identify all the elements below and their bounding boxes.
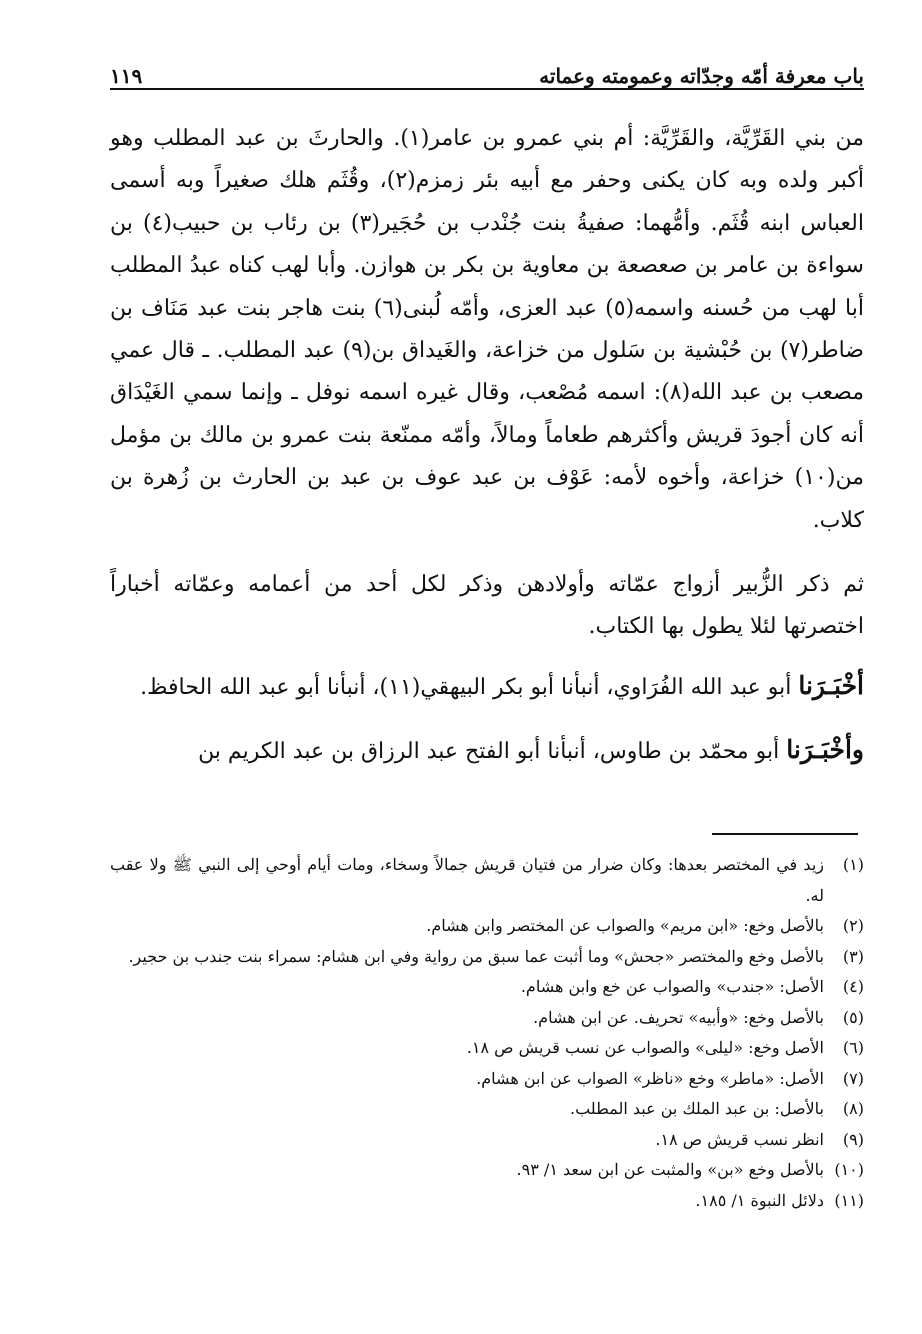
footnote-number: (٣): [842, 946, 864, 966]
footnote-number: (٢): [842, 916, 864, 935]
footnote-text: بالأصل وخع: «ابن مريم» والصواب عن المختصر وابن هشام.: [426, 916, 824, 935]
footnote-separator: [712, 833, 858, 835]
footnote-text: الأصل: «جندب» والصواب عن خع وابن هشام.: [520, 977, 824, 996]
footnote: [110, 1003, 864, 1034]
chapter-title: باب معرفة أمّه وجدّاته وعمومته وعماته: [539, 64, 864, 88]
footnote-text: الأصل: «ماطر» وخع «ناظر» الصواب عن ابن هشام.: [476, 1068, 824, 1088]
footnote-number: (٦): [842, 1038, 864, 1057]
footnote-number: (٨): [842, 1099, 864, 1118]
paragraph-isnad-1: [110, 665, 864, 709]
paragraph-lineage: [110, 118, 864, 542]
footnote-number: (٤): [842, 977, 864, 996]
page-number: ١١٩: [110, 64, 143, 88]
running-header: [110, 52, 864, 88]
paragraph-text: أبو عبد الله الفُرَاوي، أنبأنا أبو بكر البيهقي(١١)، أنبأنا أبو عبد الله الحافظ.: [140, 674, 799, 700]
footnote-number: (١٠): [834, 1160, 864, 1179]
paragraph-text: ثم ذكر الزُّبير أزواج عمّاته وأولادهن وذكر لكل أحد من أعمامه وعمّاته أخباراً اختصرتها لئلا يطول بها الكتاب.: [110, 572, 864, 640]
footnote-number: (٧): [842, 1068, 864, 1088]
narration-keyword: أخْبَـرَنا: [798, 670, 864, 700]
footnotes: [110, 850, 864, 1216]
footnote: [110, 1155, 864, 1186]
main-text: [110, 118, 864, 774]
footnote: [110, 911, 864, 942]
paragraph-isnad-2: [110, 729, 864, 773]
footnote-text: زيد في المختصر بعدها: وكان ضرار من فتيان قريش جمالاً وسخاء، ومات أيام أوحي إلى النبي ﷺ ولا عقب له.: [110, 855, 824, 905]
footnote-text: الأصل وخع: «ليلى» والصواب عن نسب قريش ص ١٨.: [466, 1038, 824, 1057]
footnote-number: (٥): [842, 1007, 864, 1027]
paragraph-text: أبو محمّد بن طاوس، أنبأنا أبو الفتح عبد الرزاق بن عبد الكريم بن: [198, 739, 787, 765]
footnote: [110, 1094, 864, 1125]
footnote-number: (١): [842, 855, 864, 874]
header-rule: [110, 88, 864, 90]
footnote: [110, 1033, 864, 1064]
footnote: [110, 972, 864, 1003]
paragraph-text: من بني القَرِّيَّة، والقَرِّيَّة: أم بني عمرو بن عامر(١). والحارثَ بن عبد المطلب وهو أكبر ولده وبه كان يكنى وحفر مع أبيه بئر زمزم(٢)، وقُثَم هلك صغيراً وبه أسمى العباس ابنه قُثَم. وأمُّهما: صفيةُ بنت جُنْدب بن حُجَير(٣) بن رئاب بن حبيب(٤) بن سواءة بن عامر بن صعصعة بن معاوية بن بكر بن هوازن. وأبا لهب كناه عبدُ المطلب أبا لهب من حُسنه واسمه(٥) عبد العزى، وأمّه لُبنى(٦) بنت هاجر بنت عبد مَنَاف بن ضاطر(٧) بن حُبْشية بن سَلول من خزاعة، والغَيداق بن(٩) عبد المطلب. ـ قال عمي مصعب بن عبد الله(٨): اسمه مُصْعب، وقال غيره اسمه نوفل ـ وإنما سمي الغَيْدَاق أنه كان أجودَ قريش وأكثرهم طعاماً ومالاً، وأمّه ممنّعة بنت عمرو بن مالك بن مؤمل من(١٠) خزاعة، وأخوه لأمه: عَوْف بن عبد عوف بن عبد بن الحارث بن زُهرة بن كلاب.: [110, 126, 864, 533]
footnote: [110, 1064, 864, 1095]
footnote-text: انظر نسب قريش ص ١٨.: [655, 1129, 824, 1149]
narration-keyword: وأخْبَـرَنا: [786, 735, 864, 765]
footnote-number: (١١): [834, 1190, 864, 1210]
footnote-text: بالأصل وخع: «وأبيه» تحريف. عن ابن هشام.: [533, 1007, 824, 1027]
footnote: [110, 850, 864, 911]
footnote-number: (٩): [842, 1129, 864, 1149]
footnote: [110, 1186, 864, 1217]
footnote: [110, 1125, 864, 1156]
footnote: [110, 942, 864, 973]
footnote-text: بالأصل وخع «بن» والمثبت عن ابن سعد ١/ ٩٣.: [516, 1160, 824, 1179]
footnote-text: دلائل النبوة ١/ ١٨٥.: [695, 1190, 824, 1210]
footnote-text: بالأصل وخع والمختصر «جحش» وما أثبت عما سبق من رواية وفي ابن هشام: سمراء بنت جندب بن حجير.: [128, 946, 824, 966]
paragraph-zubair-note: [110, 564, 864, 649]
footnote-text: بالأصل: بن عبد الملك بن عبد المطلب.: [569, 1099, 824, 1118]
